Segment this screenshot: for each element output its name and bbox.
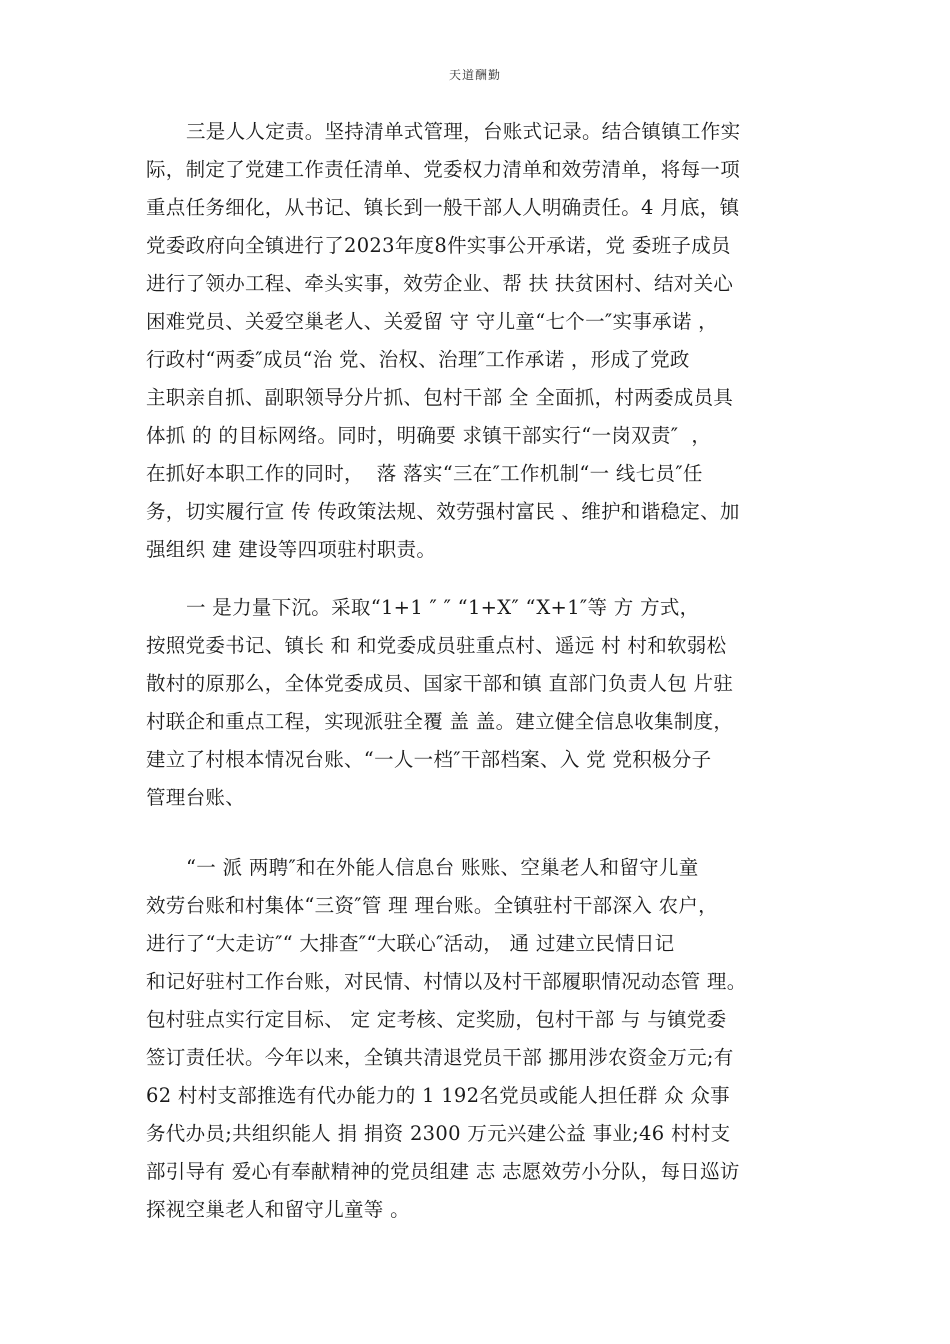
text-line: 强组织 建 建设等四项驻村职责。 — [146, 538, 437, 561]
text-line: 务，切实履行宣 传 传政策法规、效劳强村富民 、维护和谐稳定、加 — [146, 500, 740, 523]
text-line: 主职亲自抓、副职领导分片抓、包村干部 全 全面抓，村两委成员具 — [146, 386, 734, 409]
text-line: 管理台账、 — [146, 786, 246, 809]
text-line: 体抓 的 的目标网络。同时，明确要 求镇干部实行“一岗双责″ ， — [146, 424, 712, 447]
text-line: 务代办员;共组织能人 捐 捐资 2300 万元兴建公益 事业;46 村村支 — [146, 1122, 731, 1145]
text-line: 包村驻点实行定目标、 定 定考核、定奖励，包村干部 与 与镇党委 — [146, 1008, 727, 1031]
text-line: 效劳台账和村集体“三资″管 理 理台账。全镇驻村干部深入 农户， — [146, 894, 718, 917]
text-line: 一 是力量下沉。采取“1+1 ″ ″ “1+X″ “X+1″等 方 方式， — [186, 596, 700, 619]
text-line: 党委政府向全镇进行了2023年度8件实事公开承诺，党 委班子成员 — [146, 234, 731, 257]
page-header: 天道酬勤 — [448, 68, 501, 82]
text-line: 62 村村支部推选有代办能力的 1 192名党员或能人担任群 众 众事 — [146, 1084, 730, 1107]
text-line: 村联企和重点工程，实现派驻全覆 盖 盖。建立健全信息收集制度， — [146, 710, 734, 733]
text-line: 在抓好本职工作的同时， 落 落实“三在″工作机制“一 线七员″任 — [146, 462, 703, 485]
text-line: 建立了村根本情况台账、“一人一档″干部档案、入 党 党积极分子 — [146, 748, 712, 771]
text-line: 探视空巢老人和留守儿童等 。 — [146, 1198, 410, 1221]
text-line: 部引导有 爱心有奉献精神的党员组建 志 志愿效劳小分队，每日巡访 — [146, 1160, 740, 1183]
text-line: 进行了“大走访″“ 大排查″“大联心″活动， 通 过建立民情日记 — [146, 932, 675, 955]
text-line: 按照党委书记、镇长 和 和党委成员驻重点村、遥远 村 村和软弱松 — [146, 634, 727, 657]
text-line: 和记好驻村工作台账，对民情、村情以及村干部履职情况动态管 理。 — [146, 970, 747, 993]
text-line: 行政村“两委″成员“治 党、治权、治理″工作承诺 ，形成了党政 — [146, 348, 690, 371]
text-line: 际，制定了党建工作责任清单、党委权力清单和效劳清单，将每一项 — [146, 158, 741, 181]
text-line: 三是人人定责。坚持清单式管理，台账式记录。结合镇镇工作实 — [186, 120, 741, 143]
text-line: 重点任务细化，从书记、镇长到一般干部人人明确责任。4 月底，镇 — [146, 196, 740, 219]
text-line: 签订责任状。今年以来，全镇共清退党员干部 挪用涉农资金万元;有 — [146, 1046, 734, 1069]
text-line: 进行了领办工程、牵头实事，效劳企业、帮 扶 扶贫困村、结对关心 — [146, 272, 734, 295]
text-line: “一 派 两聘″和在外能人信息台 账账、空巢老人和留守儿童 — [186, 856, 699, 879]
text-line: 散村的原那么，全体党委成员、国家干部和镇 直部门负责人包 片驻 — [146, 672, 734, 695]
text-line: 困难党员、关爱空巢老人、关爱留 守 守儿童“七个一″实事承诺 ， — [146, 310, 718, 333]
